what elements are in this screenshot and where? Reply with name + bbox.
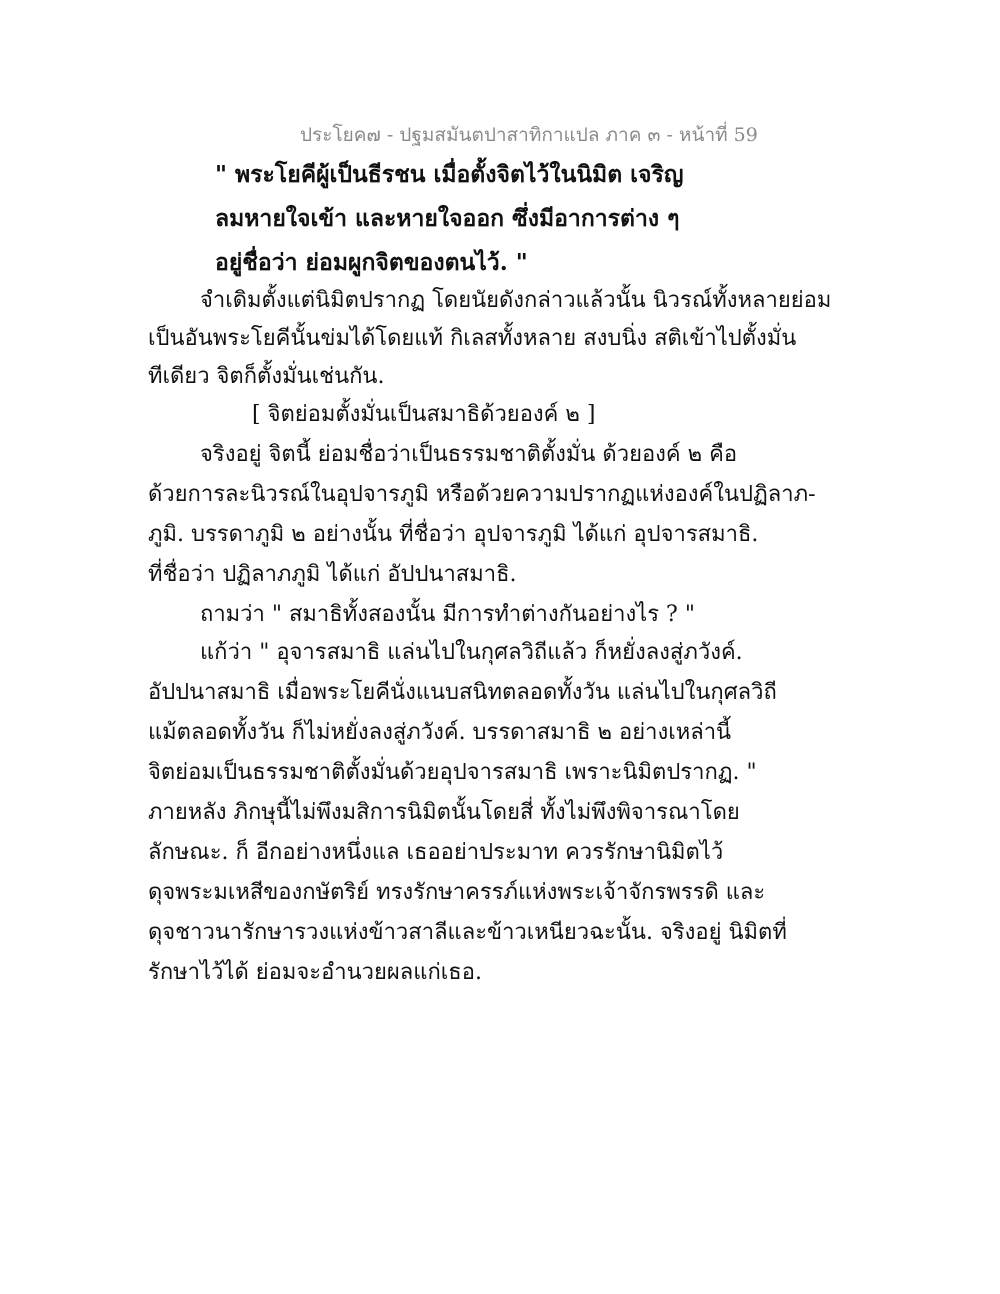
paragraph-line: ดุจชาวนารักษารวงแห่งข้าวสาลีและข้าวเหนียวฉะนั้น. จริงอยู่ นิมิตที่	[148, 920, 787, 945]
paragraph-line: ที่ชื่อว่า ปฏิลาภภูมิ ได้แก่ อัปปนาสมาธิ.	[148, 562, 517, 587]
paragraph-line: แก้ว่า " อุจารสมาธิ แล่นไปในกุศลวิถีแล้ว ก็หยั่งลงสู่ภวังค์.	[200, 640, 743, 665]
paragraph-line: ภายหลัง ภิกษุนี้ไม่พึงมสิการนิมิตนั้นโดยสี่ ทั้งไม่พึงพิจารณาโดย	[148, 800, 740, 825]
paragraph-line: จำเดิมตั้งแต่นิมิตปรากฏ โดยนัยดังกล่าวแล้วนั้น นิวรณ์ทั้งหลายย่อม	[200, 288, 832, 313]
page-header: ประโยค๗ - ปฐมสมันตปาสาทิกาแปล ภาค ๓ - หน้าที่ 59	[300, 124, 758, 146]
paragraph-line: เป็นอันพระโยคีนั้นข่มได้โดยแท้ กิเลสทั้งหลาย สงบนิ่ง สติเข้าไปตั้งมั่น	[148, 326, 797, 351]
paragraph-line: รักษาไว้ได้ ย่อมจะอำนวยผลแก่เธอ.	[148, 960, 482, 985]
paragraph-line: แม้ตลอดทั้งวัน ก็ไม่หยั่งลงสู่ภวังค์. บรรดาสมาธิ ๒ อย่างเหล่านี้	[148, 720, 732, 745]
paragraph-line: ทีเดียว จิตก็ตั้งมั่นเช่นกัน.	[148, 364, 385, 389]
paragraph-line: ดุจพระมเหสีของกษัตริย์ ทรงรักษาครรภ์แห่งพระเจ้าจักรพรรดิ และ	[148, 880, 766, 905]
paragraph-line: ภูมิ. บรรดาภูมิ ๒ อย่างนั้น ที่ชื่อว่า อุปจารภูมิ ได้แก่ อุปจารสมาธิ.	[148, 522, 759, 547]
paragraph-line: ลักษณะ. ก็ อีกอย่างหนึ่งแล เธออย่าประมาท ควรรักษานิมิตไว้	[148, 840, 724, 865]
paragraph-line: จิตย่อมเป็นธรรมชาติตั้งมั่นด้วยอุปจารสมาธิ เพราะนิมิตปรากฏ. "	[148, 760, 757, 785]
quote-line: " พระโยคีผู้เป็นธีรชน เมื่อตั้งจิตไว้ในนิมิต เจริญ	[215, 161, 684, 188]
paragraph-line: ด้วยการละนิวรณ์ในอุปจารภูมิ หรือด้วยความปรากฏแห่งองค์ในปฏิลาภ-	[148, 482, 816, 507]
quote-line: อยู่ชื่อว่า ย่อมผูกจิตของตนไว้. "	[215, 249, 528, 276]
paragraph-line: จริงอยู่ จิตนี้ ย่อมชื่อว่าเป็นธรรมชาติตั้งมั่น ด้วยองค์ ๒ คือ	[200, 442, 738, 467]
quote-line: ลมหายใจเข้า และหายใจออก ซึ่งมีอาการต่าง ๆ	[215, 205, 680, 232]
question-line: ถามว่า " สมาธิทั้งสองนั้น มีการทำต่างกันอย่างไร ? "	[200, 602, 695, 627]
paragraph-line: อัปปนาสมาธิ เมื่อพระโยคีนั่งแนบสนิทตลอดทั้งวัน แล่นไปในกุศลวิถี	[148, 680, 777, 705]
section-subheading: [ จิตย่อมตั้งมั่นเป็นสมาธิด้วยองค์ ๒ ]	[252, 402, 596, 427]
